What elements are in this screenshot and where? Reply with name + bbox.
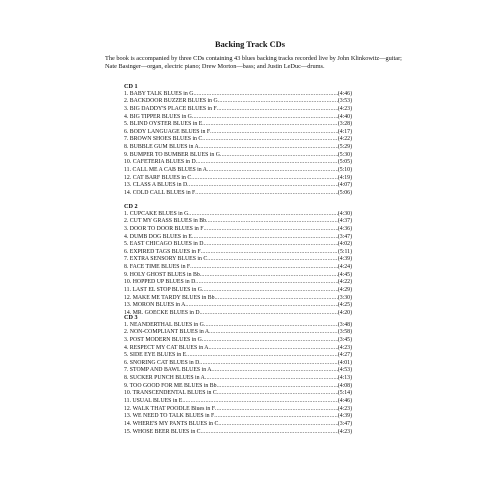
track-title: 12. CAT BARF BLUES in C [124,174,192,181]
dot-leader [192,234,338,242]
dot-leader [202,136,338,144]
track-title: 4. RESPECT MY CAT BLUES in A [124,344,209,351]
dot-leader [200,272,338,280]
track-row [124,375,352,383]
track-duration: (4:23) [337,428,352,435]
track-duration: (5:14) [337,390,352,397]
track-row [124,295,352,303]
dot-leader [196,159,338,167]
track-row [124,406,352,414]
track-list [124,211,352,318]
track-row [124,249,352,257]
track-title: 10. CAFETERIA BLUES in D [124,159,196,166]
track-row [124,256,352,264]
track-row [124,182,352,190]
track-row [124,98,352,106]
track-row [124,383,352,391]
dot-leader [217,383,338,391]
dot-leader [208,345,337,353]
track-title: 5. EAST CHICAGO BLUES in D [124,241,204,248]
track-title: 11. CALL ME A CAB BLUES in A [124,167,207,173]
track-duration: (4:20) [337,309,352,316]
track-row [124,360,352,368]
dot-leader [190,264,338,272]
cd-section-2 [124,203,352,318]
track-duration: (3:58) [337,329,352,336]
track-duration: (4:23) [337,405,352,412]
track-title: 6. EXPIRED TAGS BLUES in F [124,248,201,255]
dot-leader [187,182,338,190]
track-row [124,429,352,437]
track-duration: (4:02) [337,241,352,248]
track-duration: (3:30) [337,294,352,301]
dot-leader [186,352,338,360]
track-duration: (4:07) [337,182,352,189]
track-title: 5. BLIND OYSTER BLUES in E [124,121,203,128]
track-title: 14. COLD CALL BLUES in F [124,189,196,196]
track-title: 1. NEANDERTHAL BLUES in G [124,321,204,328]
track-duration: (4:08) [337,382,352,389]
dot-leader [207,167,338,175]
cd-heading: CD 1 [124,83,138,90]
track-duration: (4:39) [337,413,352,420]
track-row [124,398,352,406]
track-row [124,352,352,360]
track-title: 2. NON-COMPLIANT BLUES in A [124,329,210,336]
track-row [124,159,352,167]
track-title: 15. WHOSE BEER BLUES in C [124,428,201,435]
track-title: 13. MORON BLUES in A [124,302,186,309]
dot-leader [210,129,338,137]
track-title: 11. LAST EL STOP BLUES in G [124,287,202,293]
dot-leader [217,106,338,114]
dot-leader [206,218,338,226]
cd-heading: CD 3 [124,314,138,321]
track-title: 1. CUPCAKE BLUES in G [124,210,189,217]
track-row [124,121,352,129]
track-duration: (4:22) [337,279,352,286]
track-title: 9. BUMPER TO BUMBER BLUES in G [124,151,220,158]
track-row [124,167,352,175]
track-duration: (4:13) [337,375,352,382]
track-title: 5. SIDE EYE BLUES in E [124,352,187,359]
track-row [124,129,352,137]
track-title: 8. SUCKER PUNCH BLUES in A [124,375,205,382]
track-row [124,413,352,421]
track-row [124,114,352,122]
dot-leader [207,256,338,264]
track-row [124,287,352,295]
track-duration: (4:30) [337,210,352,217]
page-title: Backing Track CDs [215,40,285,49]
track-duration: (3:48) [337,321,352,328]
track-row [124,302,352,310]
track-list [124,322,352,437]
dot-leader [211,367,337,375]
track-duration: (4:25) [337,302,352,309]
track-title: 3. DOOR TO DOOR BLUES in F [124,225,204,232]
track-duration: (4:39) [337,256,352,263]
track-row [124,337,352,345]
track-duration: (4:46) [337,398,352,404]
track-title: 6. BODY LANGUAGE BLUES in F [124,128,211,135]
track-row [124,211,352,219]
track-row [124,367,352,375]
track-duration: (4:45) [337,271,352,278]
dot-leader [203,241,337,249]
track-duration: (4:37) [337,218,352,225]
track-title: 6. SNORING CAT BLUES in D [124,359,200,366]
track-row [124,234,352,242]
track-title: 14. MR. GOECKE BLUES in D [124,309,200,316]
track-duration: (4:22) [337,136,352,143]
track-title: 10. TRANSCENDENTAL BLUES in C [124,390,217,397]
track-row [124,218,352,226]
track-duration: (4:29) [337,287,352,293]
track-duration: (5:29) [337,144,352,151]
track-row [124,106,352,114]
track-duration: (3:53) [337,98,352,105]
dot-leader [215,406,338,414]
dot-leader [199,360,338,368]
dot-leader [192,114,338,122]
track-row [124,272,352,280]
track-duration: (5:30) [337,151,352,158]
dot-leader [218,98,338,106]
track-duration: (5:11) [338,248,352,255]
track-title: 2. CUT MY GRASS BLUES in Bb [124,218,206,225]
track-duration: (3:45) [337,336,352,343]
dot-leader [182,398,337,406]
track-duration: (4:40) [337,113,352,120]
track-row [124,421,352,429]
cd-section-3 [124,314,352,436]
track-title: 11. USUAL BLUES in E [124,398,183,404]
track-duration: (4:17) [337,128,352,135]
track-row [124,190,352,198]
dot-leader [218,421,337,429]
dot-leader [202,337,338,345]
track-row [124,241,352,249]
track-title: 8. BUBBLE GUM BLUES in A [124,144,199,151]
track-title: 13. CLASS A BLUES in D [124,182,188,189]
track-title: 14. WHERE'S MY PANTS BLUES in C [124,420,219,427]
dot-leader [209,329,338,337]
dot-leader [195,279,338,287]
track-row [124,144,352,152]
track-duration: (4:23) [337,344,352,351]
dot-leader [195,190,338,198]
track-title: 7. BROWN SHOES BLUES in C [124,136,203,143]
track-title: 12. WALK THAT POODLE Blues in F [124,405,215,412]
track-row [124,264,352,272]
track-title: 4. BIG TIPPER BLUES in G [124,113,192,120]
track-row [124,91,352,99]
track-duration: (3:47) [337,233,352,240]
track-duration: (3:28) [337,121,352,128]
dot-leader [201,429,338,437]
dot-leader [214,413,338,421]
track-row [124,390,352,398]
dot-leader [215,295,338,303]
track-duration: (5:06) [337,189,352,196]
track-title: 4. DUMB DOG BLUES in E [124,233,192,240]
track-duration: (4:24) [337,264,352,271]
track-title: 8. FACE TIME BLUES in F [124,264,191,271]
track-duration: (4:36) [337,225,352,232]
track-title: 13. WE NEED TO TALK BLUES in F [124,413,215,420]
track-list [124,91,352,198]
track-duration: (3:47) [337,420,352,427]
track-title: 7. STOMP AND BAWL BLUES in A [124,367,212,374]
dot-leader [185,302,337,310]
track-title: 3. BIG DADDY'S PLACE BLUES in F [124,105,217,112]
track-row [124,322,352,330]
dot-leader [199,144,338,152]
track-row [124,175,352,183]
track-duration: (4:46) [337,90,352,97]
dot-leader [202,121,338,129]
intro-paragraph: The book is accompanied by three CDs containing 43 blues backing tracks recorded live by John Klinkowitz—guitar; Nate Basinger—organ, electric piano; Drew Morton—bass; and Justin LeDuc—drums. [105,55,402,70]
dot-leader [201,249,338,257]
dot-leader [191,175,338,183]
cd-heading: CD 2 [124,203,138,210]
track-duration: (4:27) [337,352,352,359]
track-title: 3. POST MODERN BLUES in G [124,336,202,343]
dot-leader [202,287,338,295]
track-title: 1. BABY TALK BLUES in G [124,90,194,97]
track-row [124,345,352,353]
track-duration: (5:05) [337,159,352,166]
track-title: 10. HOPPED UP BLUES in D [124,279,196,286]
track-row [124,136,352,144]
track-row [124,226,352,234]
cd-section-1 [124,83,352,198]
track-title: 12. MAKE ME TARDY BLUES in Bb [124,294,215,301]
dot-leader [204,322,338,330]
dot-leader [204,226,338,234]
track-duration: (5:10) [337,167,352,173]
track-duration: (4:23) [337,105,352,112]
track-duration: (4:19) [337,174,352,181]
dot-leader [188,211,338,219]
track-title: 2. BACKDOOR BUZZER BLUES in G [124,98,218,105]
track-title: 9. HOLY GHOST BLUES in Bb [124,271,200,278]
dot-leader [217,390,338,398]
track-row [124,152,352,160]
track-row [124,329,352,337]
track-title: 7. EXTRA SENSORY BLUES in C [124,256,208,263]
dot-leader [193,91,337,99]
track-duration: (4:53) [337,367,352,374]
dot-leader [220,152,338,160]
track-row [124,279,352,287]
track-duration: (4:01) [337,359,352,366]
track-title: 9. TOO GOOD FOR ME BLUES in Bb [124,382,217,389]
dot-leader [205,375,338,383]
